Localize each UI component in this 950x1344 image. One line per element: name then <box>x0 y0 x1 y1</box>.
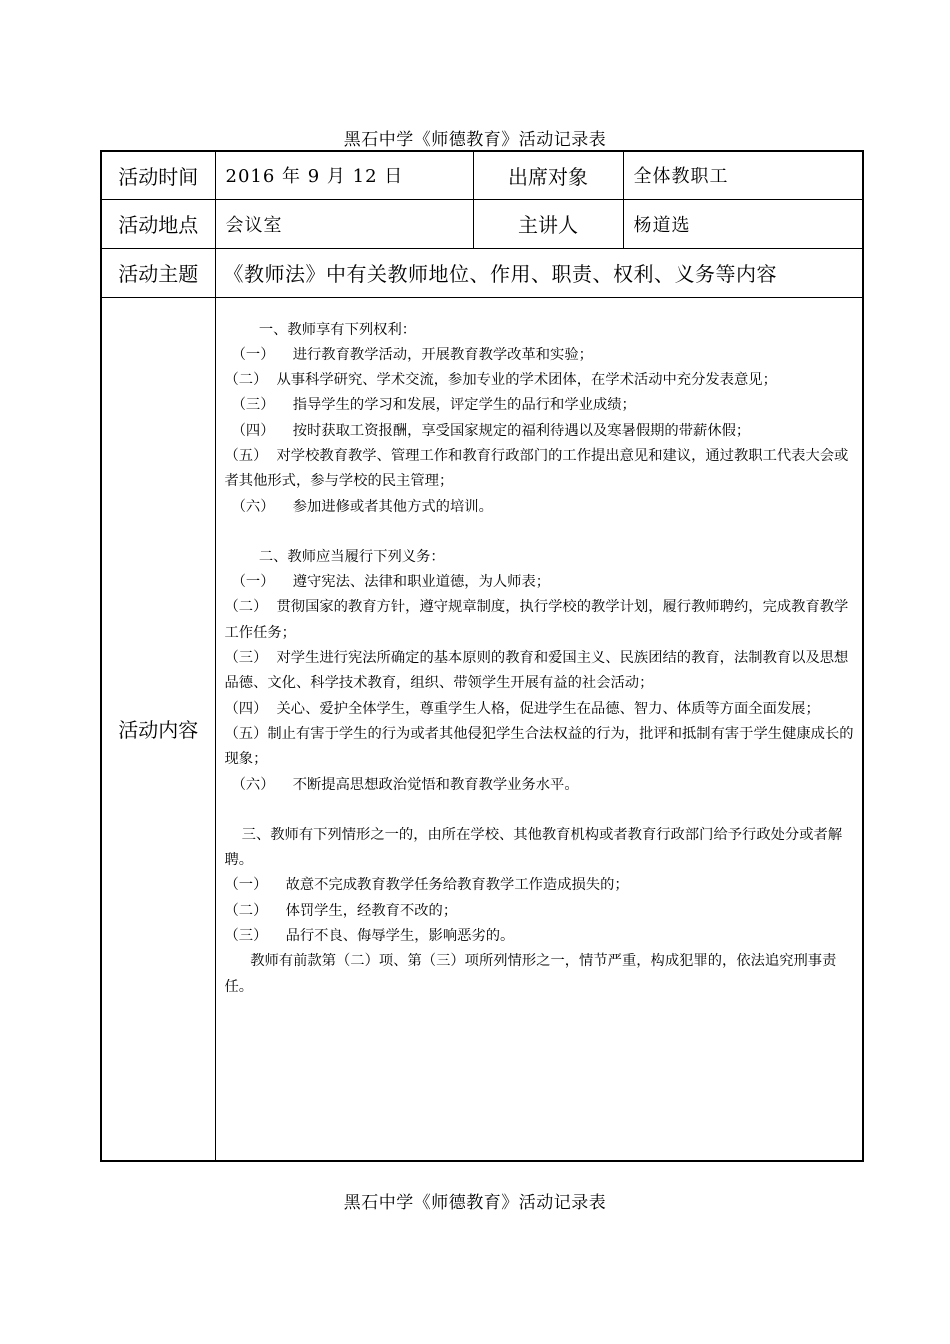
section-1-item: （五） 对学校教育教学、管理工作和教育行政部门的工作提出意见和建议，通过教职工代表大会或者其他形式，参与学校的民主管理； <box>224 447 849 490</box>
speaker-value: 杨道选 <box>623 199 863 248</box>
section-2-item: （一） 遵守宪法、法律和职业道德，为人师表； <box>231 574 551 591</box>
section-3-item: （二） 体罚学生，经教育不改的； <box>224 902 458 919</box>
section-1-item: （一） 进行教育教学活动，开展教育教学改革和实验； <box>231 346 593 363</box>
closing-paragraph: 教师有前款第（二）项、第（三）项所列情形之一，情节严重，构成犯罪的，依法追究刑事责任。 <box>224 953 837 995</box>
section-1-heading: 一、教师享有下列权利： <box>258 321 417 338</box>
section-1-item: （二） 从事科学研究、学术交流，参加专业的学术团体，在学术活动中充分发表意见； <box>224 372 777 389</box>
content-body <box>215 297 863 1161</box>
topic-label: 活动主题 <box>101 248 215 297</box>
section-1-item: （六） 参加进修或者其他方式的培训。 <box>231 498 493 515</box>
section-3-item: （三） 品行不良、侮辱学生，影响恶劣的。 <box>224 928 515 945</box>
section-2-item: （四） 关心、爱护全体学生，尊重学生人格，促进学生在品德、智力、体质等方面全面发展； <box>224 700 820 717</box>
place-label: 活动地点 <box>101 199 215 248</box>
section-2-item: （六） 不断提高思想政治觉悟和教育教学业务水平。 <box>231 776 579 793</box>
section-3-heading: 三、教师有下列情形之一的，由所在学校、其他教育机构或者教育行政部门给予行政处分或者解聘。 <box>224 826 843 869</box>
place-value: 会议室 <box>215 199 473 248</box>
content-label: 活动内容 <box>101 297 215 1161</box>
speaker-label: 主讲人 <box>473 199 623 248</box>
activity-record-table <box>100 150 864 1162</box>
section-1-item: （三） 指导学生的学习和发展，评定学生的品行和学业成绩； <box>231 397 636 414</box>
section-1-item: （四） 按时获取工资报酬，享受国家规定的福利待遇以及寒暑假期的带薪休假； <box>231 422 751 439</box>
attendees-value: 全体教职工 <box>623 151 863 199</box>
attendees-label: 出席对象 <box>473 151 623 199</box>
section-2-item: （二） 贯彻国家的教育方针，遵守规章制度，执行学校的教学计划，履行教师聘约，完成教育教学工作任务； <box>224 599 849 641</box>
time-label: 活动时间 <box>101 151 215 199</box>
document-title: 黑石中学《师德教育》活动记录表 <box>343 130 607 150</box>
section-2-item: （五）制止有害于学生的行为或者其他侵犯学生合法权益的行为，批评和抵制有害于学生健康成长的现象； <box>224 725 854 768</box>
section-2-heading: 二、教师应当履行下列义务： <box>258 548 445 565</box>
section-2-item: （三） 对学生进行宪法所确定的基本原则的教育和爱国主义、民族团结的教育，法制教育以及思想品德、文化、科学技术教育，组织、带领学生开展有益的社会活动； <box>224 650 849 692</box>
topic-value: 《教师法》中有关教师地位、作用、职责、权利、义务等内容 <box>215 248 863 297</box>
section-3-item: （一） 故意不完成教育教学任务给教育教学工作造成损失的； <box>224 877 629 894</box>
time-value: 2016 年 9 月 12 日 <box>215 151 473 199</box>
document-title-repeat: 黑石中学《师德教育》活动记录表 <box>343 1193 607 1213</box>
